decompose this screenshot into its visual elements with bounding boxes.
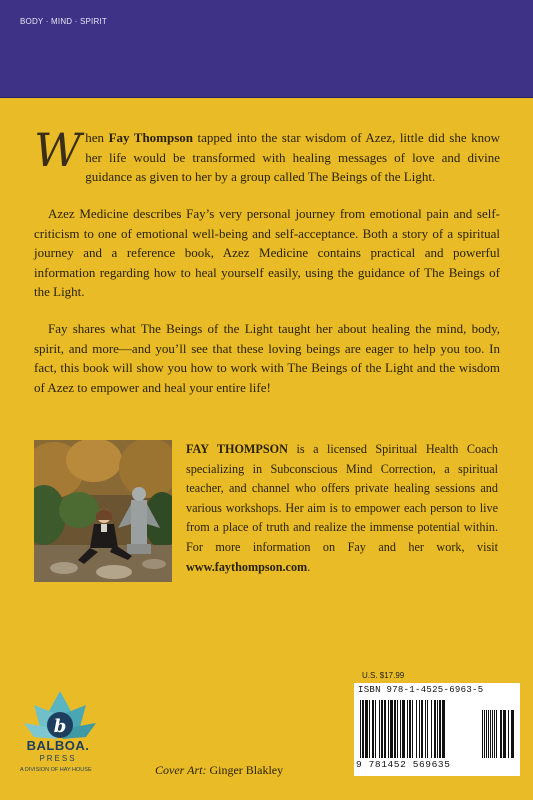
author-bio — [186, 440, 498, 577]
isbn-label: ISBN 978-1-4525-6963-5 — [358, 685, 484, 695]
cover-artist: Ginger Blakley — [206, 763, 284, 777]
blurb-paragraph-3: Fay shares what The Beings of the Light taught her about healing the mind, body, spirit, and more—and you’ll see that these loving beings are eager to help you too. In fact, this book will show you how to work with The Beings of the Light and the wisdom of Azez to empower and heal your entire life! — [34, 321, 500, 395]
author-website-link[interactable]: www.faythompson.com — [186, 559, 308, 574]
top-color-band — [0, 0, 533, 98]
price-label: U.S. $17.99 — [362, 671, 405, 680]
blurb-paragraph-1 — [34, 123, 500, 187]
svg-text:b: b — [53, 716, 67, 737]
blurb-paragraph-2: Azez Medicine describes Fay’s very personal journey from emotional pain and self-criticism to one of emotional well-being and self-acceptance. Both a story of a spiritual journey and a reference book, Azez Medicine contains practical and powerful information regarding how to heal yourself easily, using the guidance of The Beings of the Light. — [34, 206, 500, 299]
author-photo — [34, 440, 172, 582]
blurb-p1-rest: tapped into the star wisdom of Azez, little did she know her life would be transformed with healing messages of love and divine guidance as given to her by a group called The Beings of the Light. — [85, 130, 500, 184]
barcode-icon — [358, 700, 516, 760]
author-name: FAY THOMPSON — [186, 442, 288, 456]
bio-text: is a licensed Spiritual Health Coach specializing in Subconscious Mind Correction, a spiritual teacher, and channel who offers private healing sessions and various workshops. Her aim is to empower each person to live from a place of truth and realize the immense potential within. For more information on Fay and her work, visit — [186, 442, 498, 554]
publisher-press: PRESS — [39, 754, 77, 763]
author-name-inline: Fay Thompson — [108, 130, 194, 145]
author-photo-image — [34, 440, 172, 582]
barcode-box — [354, 683, 520, 776]
cover-art-label: Cover Art: — [155, 763, 207, 777]
cover-art-credit — [155, 763, 283, 778]
bio-end: . — [307, 559, 311, 574]
barcode-number: 9 781452 569635 — [356, 759, 451, 770]
drop-cap: W — [34, 123, 82, 177]
blurb-p1-start: hen — [85, 130, 109, 145]
publisher-division: A DIVISION OF HAY HOUSE — [20, 767, 92, 773]
publisher-name: BALBOA. — [26, 738, 90, 753]
category-label: BODY · MIND · SPIRIT — [20, 17, 107, 26]
